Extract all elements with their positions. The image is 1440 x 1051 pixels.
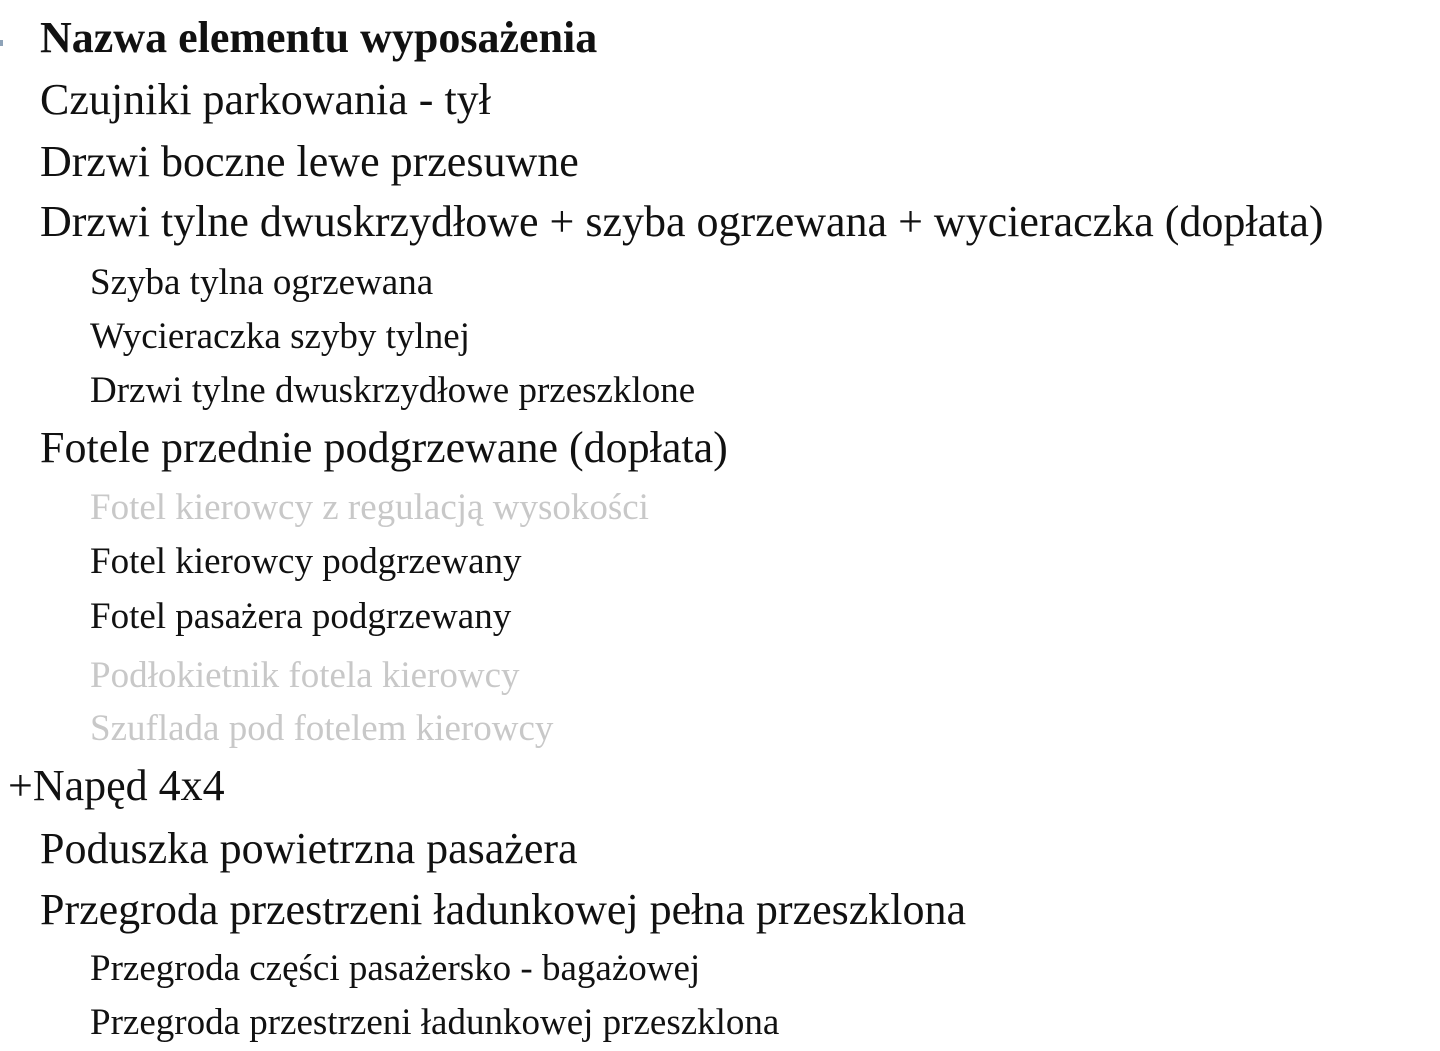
equipment-subitem-under-seat-drawer: Szuflada pod fotelem kierowcy: [90, 708, 554, 749]
equipment-subitem-rear-wiper: Wycieraczka szyby tylnej: [90, 316, 470, 357]
equipment-item-heated-front-seats-package: Fotele przednie podgrzewane (dopłata): [40, 423, 728, 472]
equipment-item-parking-sensors-rear: Czujniki parkowania - tył: [40, 75, 491, 124]
equipment-item-rear-double-doors-package: Drzwi tylne dwuskrzydłowe + szyba ogrzewana + wycieraczka (dopłata): [40, 197, 1324, 246]
equipment-subitem-driver-seat-heated: Fotel kierowcy podgrzewany: [90, 541, 522, 582]
equipment-subitem-passenger-seat-heated: Fotel pasażera podgrzewany: [90, 596, 512, 637]
equipment-item-left-sliding-door: Drzwi boczne lewe przesuwne: [40, 137, 579, 186]
equipment-item-4x4-drive: +Napęd 4x4: [8, 761, 225, 810]
equipment-subitem-driver-armrest: Podłokietnik fotela kierowcy: [90, 655, 520, 696]
list-heading: Nazwa elementu wyposażenia: [40, 13, 598, 62]
equipment-subitem-driver-seat-height-adjustment: Fotel kierowcy z regulacją wysokości: [90, 487, 649, 528]
equipment-subitem-passenger-cargo-partition: Przegroda części pasażersko - bagażowej: [90, 948, 701, 989]
equipment-subitem-rear-glazed-double-doors: Drzwi tylne dwuskrzydłowe przeszklone: [90, 370, 696, 411]
equipment-item-cargo-partition-full-glazed: Przegroda przestrzeni ładunkowej pełna przeszklona: [40, 885, 967, 934]
equipment-subitem-heated-rear-window: Szyba tylna ogrzewana: [90, 262, 434, 303]
margin-mark: [0, 40, 3, 46]
equipment-item-passenger-airbag: Poduszka powietrzna pasażera: [40, 824, 578, 873]
equipment-subitem-cargo-partition-glazed: Przegroda przestrzeni ładunkowej przeszklona: [90, 1002, 780, 1043]
